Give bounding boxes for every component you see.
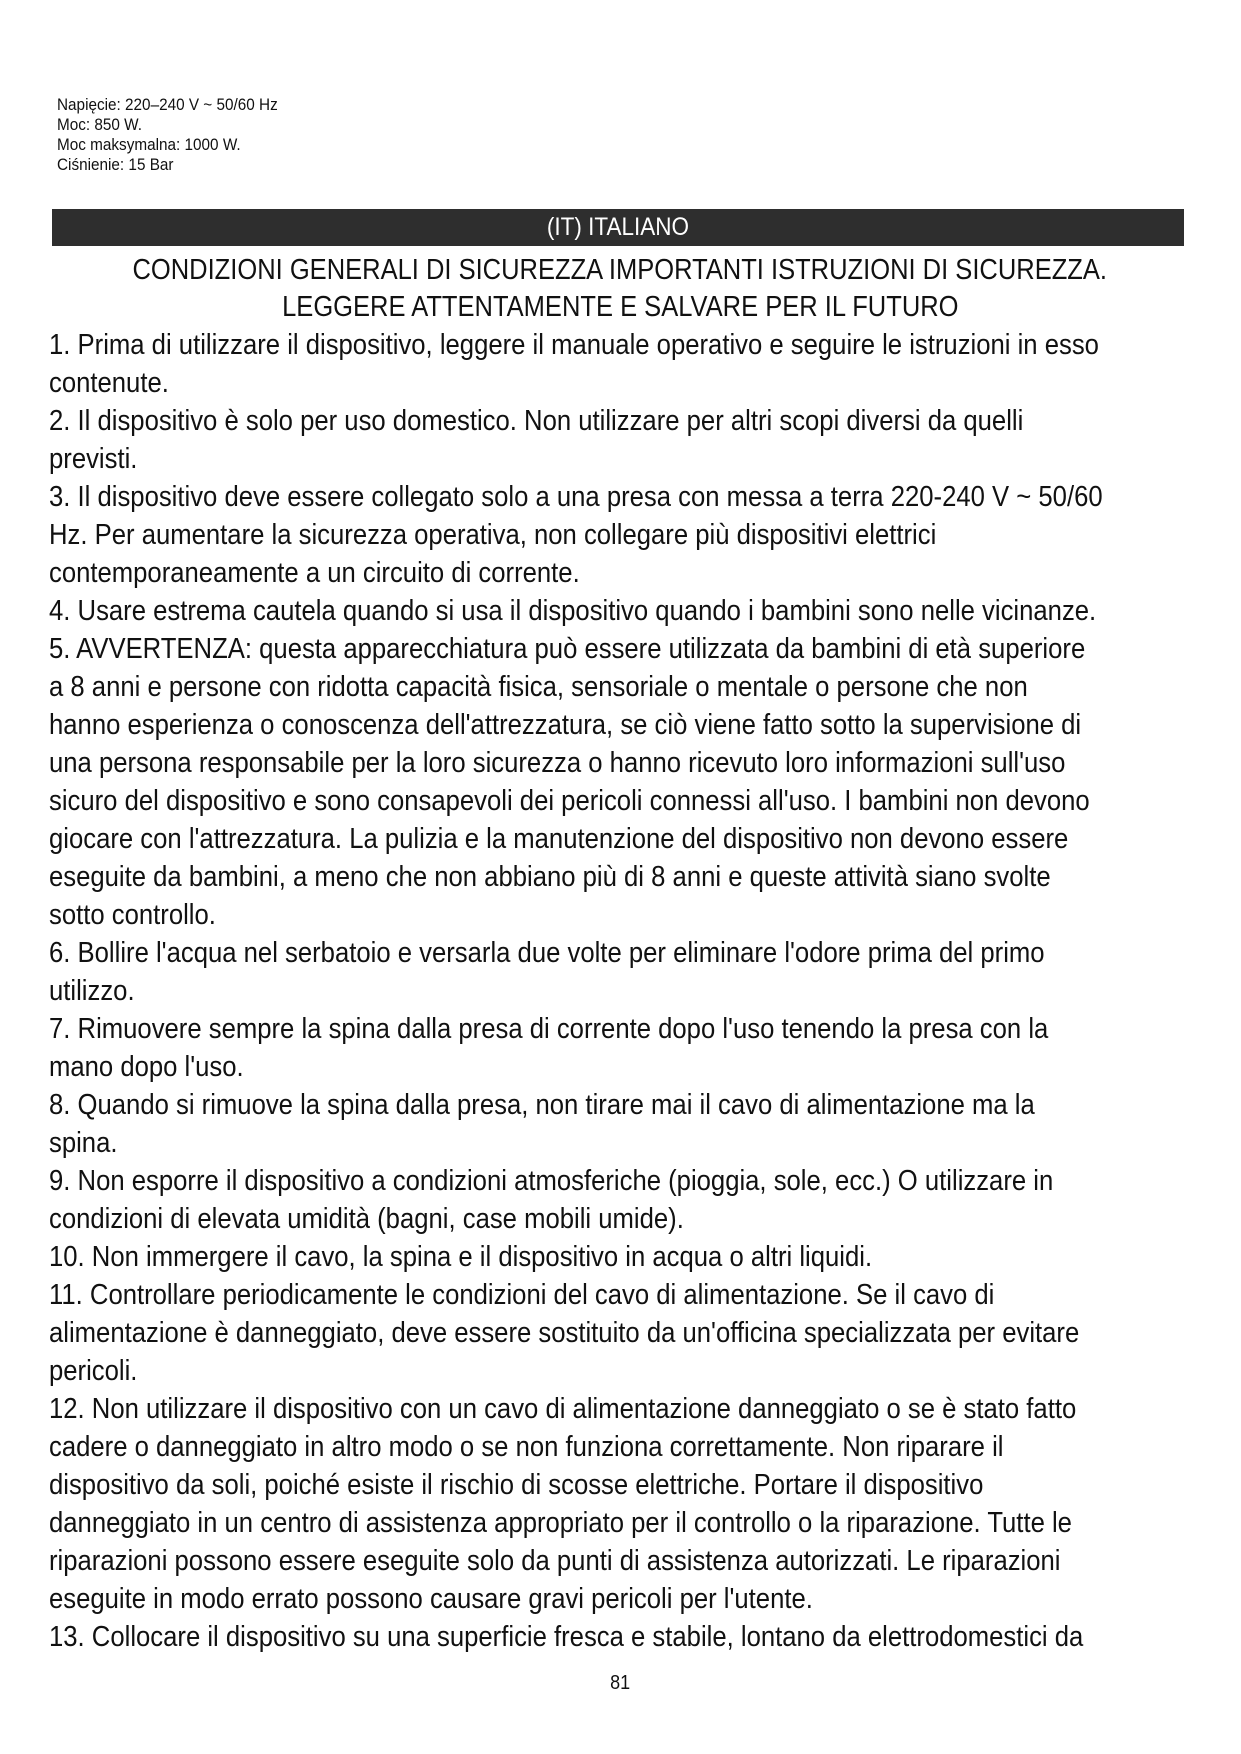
text-line: utilizzo. <box>49 975 135 1007</box>
page-number-text: 81 <box>610 1672 631 1694</box>
spec-pressure: Ciśnienie: 15 Bar <box>57 155 174 174</box>
text-line: Hz. Per aumentare la sicurezza operativa, non collegare più dispositivi elettrici <box>49 519 937 551</box>
text-line: riparazioni possono essere eseguite solo da punti di assistenza autorizzati. Le riparazioni <box>49 1545 1061 1577</box>
spec-voltage: Napięcie: 220–240 V ~ 50/60 Hz <box>57 95 278 114</box>
spec-max-power: Moc maksymalna: 1000 W. <box>57 135 241 154</box>
text-line: sicuro del dispositivo e sono consapevoli dei pericoli connessi all'uso. I bambini non devono <box>49 785 1090 817</box>
text-line: una persona responsabile per la loro sicurezza o hanno ricevuto loro informazioni sull'uso <box>49 747 1066 779</box>
language-section-bar <box>52 209 1184 246</box>
text-line: mano dopo l'uso. <box>49 1051 244 1083</box>
text-line: 10. Non immergere il cavo, la spina e il dispositivo in acqua o altri liquidi. <box>49 1241 873 1273</box>
text-line: 12. Non utilizzare il dispositivo con un cavo di alimentazione danneggiato o se è stato fatto <box>49 1393 1077 1425</box>
text-line: cadere o danneggiato in altro modo o se non funziona correttamente. Non riparare il <box>49 1431 1004 1463</box>
text-line: 8. Quando si rimuove la spina dalla presa, non tirare mai il cavo di alimentazione ma la <box>49 1089 1035 1121</box>
text-line: giocare con l'attrezzatura. La pulizia e la manutenzione del dispositivo non devono essere <box>49 823 1069 855</box>
text-line: eseguite da bambini, a meno che non abbiano più di 8 anni e queste attività siano svolte <box>49 861 1051 893</box>
text-line: previsti. <box>49 443 138 475</box>
page-number <box>0 1672 1241 1695</box>
text-line: pericoli. <box>49 1355 138 1387</box>
text-line: 7. Rimuovere sempre la spina dalla presa di corrente dopo l'uso tenendo la presa con la <box>49 1013 1049 1045</box>
safety-instructions <box>49 326 1103 1656</box>
text-line: eseguite in modo errato possono causare gravi pericoli per l'utente. <box>49 1583 813 1615</box>
specifications-block <box>57 95 278 175</box>
text-line: spina. <box>49 1127 118 1159</box>
text-line: 13. Collocare il dispositivo su una superficie fresca e stabile, lontano da elettrodomestici da <box>49 1621 1084 1653</box>
text-line: 5. AVVERTENZA: questa apparecchiatura può essere utilizzata da bambini di età superiore <box>49 633 1086 665</box>
text-line: 6. Bollire l'acqua nel serbatoio e versarla due volte per eliminare l'odore prima del primo <box>49 937 1045 969</box>
text-line: 2. Il dispositivo è solo per uso domestico. Non utilizzare per altri scopi diversi da quelli <box>49 405 1024 437</box>
language-section-title: (IT) ITALIANO <box>546 213 690 241</box>
safety-heading <box>40 252 1200 326</box>
text-line: danneggiato in un centro di assistenza appropriato per il controllo o la riparazione. Tutte le <box>49 1507 1072 1539</box>
text-line: 1. Prima di utilizzare il dispositivo, leggere il manuale operativo e seguire le istruzioni in esso <box>49 329 1099 361</box>
text-line: contenute. <box>49 367 169 399</box>
text-line: a 8 anni e persone con ridotta capacità fisica, sensoriale o mentale o persone che non <box>49 671 1028 703</box>
text-line: 4. Usare estrema cautela quando si usa il dispositivo quando i bambini sono nelle vicinanze. <box>49 595 1097 627</box>
text-line: dispositivo da soli, poiché esiste il rischio di scosse elettriche. Portare il dispositivo <box>49 1469 984 1501</box>
text-line: hanno esperienza o conoscenza dell'attrezzatura, se ciò viene fatto sotto la supervisione di <box>49 709 1082 741</box>
text-line: alimentazione è danneggiato, deve essere sostituito da un'officina specializzata per evitare <box>49 1317 1080 1349</box>
text-line: sotto controllo. <box>49 899 216 931</box>
text-line: 3. Il dispositivo deve essere collegato solo a una presa con messa a terra 220-240 V ~ 50/60 <box>49 481 1103 513</box>
text-line: condizioni di elevata umidità (bagni, case mobili umide). <box>49 1203 684 1235</box>
spec-power: Moc: 850 W. <box>57 115 143 134</box>
text-line: 9. Non esporre il dispositivo a condizioni atmosferiche (pioggia, sole, ecc.) O utilizzare in <box>49 1165 1054 1197</box>
heading-line-2: LEGGERE ATTENTAMENTE E SALVARE PER IL FUTURO <box>281 291 959 323</box>
text-line: 11. Controllare periodicamente le condizioni del cavo di alimentazione. Se il cavo di <box>49 1279 995 1311</box>
heading-line-1: CONDIZIONI GENERALI DI SICUREZZA IMPORTANTI ISTRUZIONI DI SICUREZZA. <box>132 254 1108 286</box>
text-line: contemporaneamente a un circuito di corrente. <box>49 557 580 589</box>
